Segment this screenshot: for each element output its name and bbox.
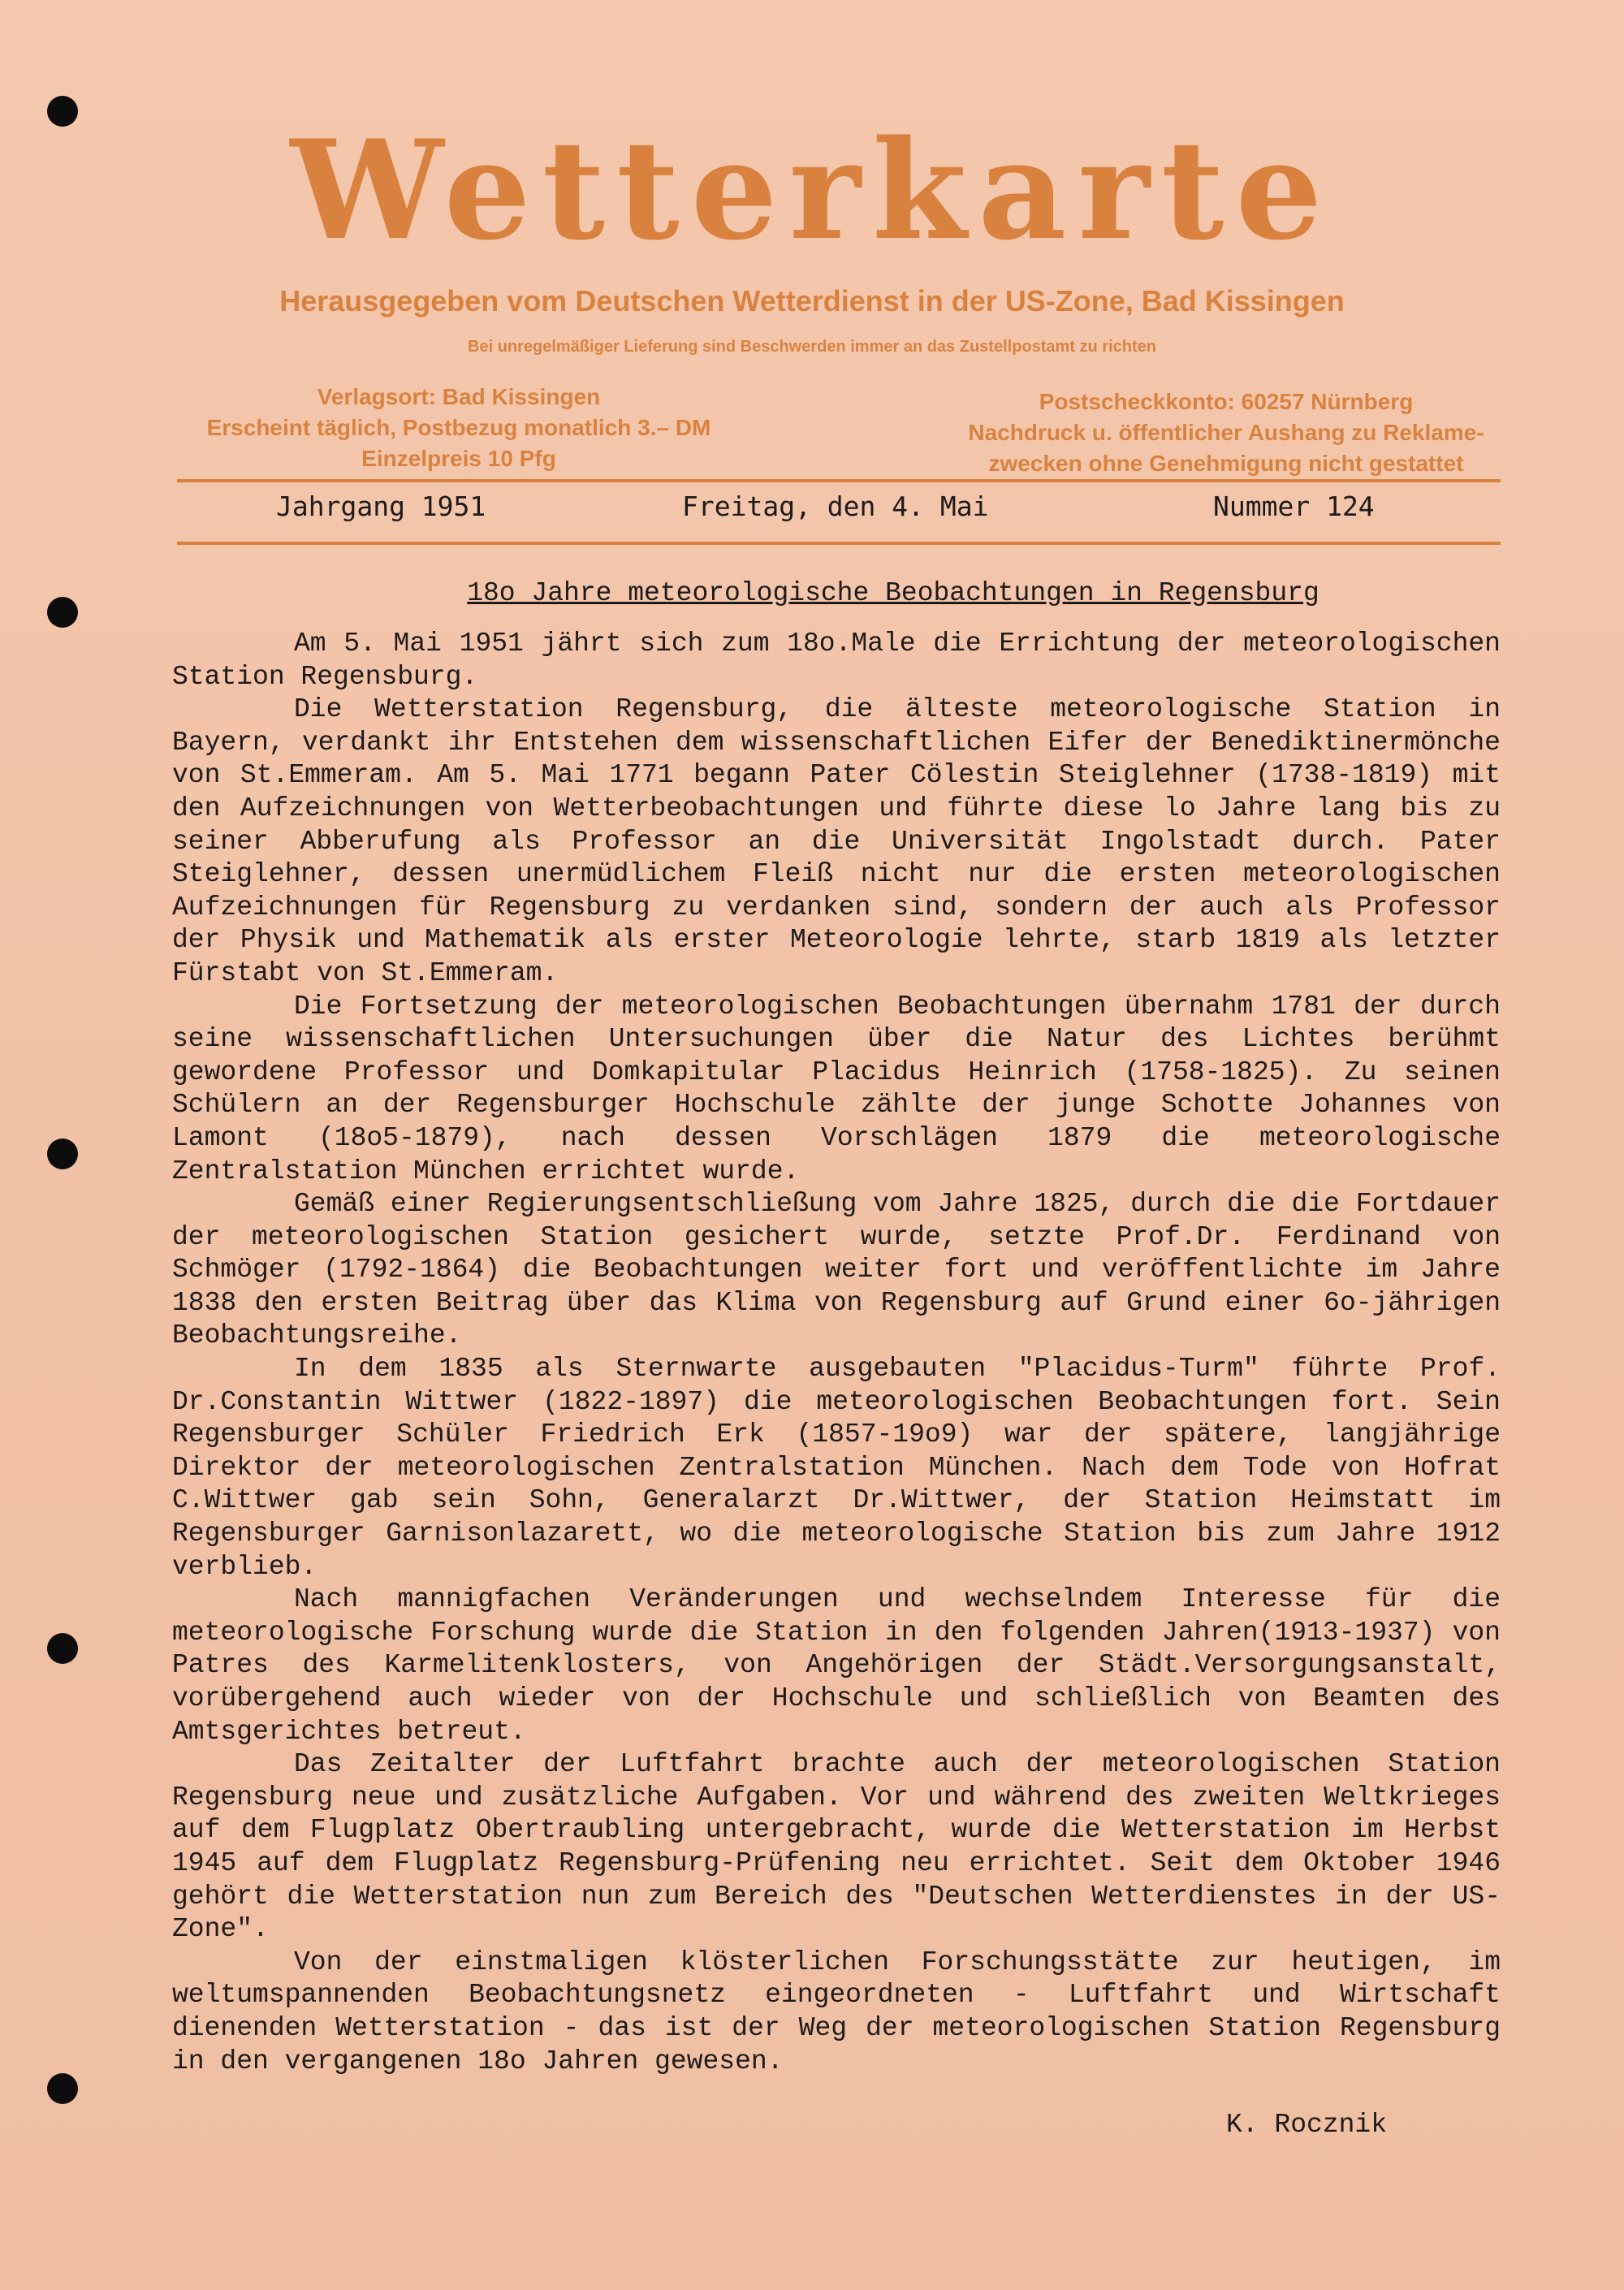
postal-info-line: Nachdruck u. öffentlicher Aushang zu Reklame-	[968, 420, 1484, 445]
postal-info-line: zwecken ohne Genehmigung nicht gestattet	[988, 451, 1464, 476]
divider-bottom	[177, 542, 1501, 545]
article-headline: 18o Jahre meteorologische Beobachtungen in Regensburg	[467, 578, 1320, 608]
article-paragraph: Gemäß einer Regierungsentschließung vom Jahre 1825, durch die die Fortdauer der meteorologischen Station gesichert wurde, setzte Prof.Dr. Ferdinand von Schmöger (1792-1864) die Beobachtungen weiter fort und veröffentlichte im Jahre 1838 den ersten Beitrag über das Klima von Regensburg auf Grund einer 6o-jährigen Beobachtungsreihe.	[172, 1189, 1501, 1351]
punch-hole	[47, 1139, 78, 1169]
issue-date: Freitag, den 4. Mai	[682, 490, 989, 522]
author-signature: K. Rocznik	[1226, 2110, 1388, 2140]
issue-volume: Jahrgang 1951	[276, 490, 486, 522]
article-paragraph: Am 5. Mai 1951 jährt sich zum 18o.Male die Errichtung der meteorologischen Station Regensburg.	[172, 629, 1501, 692]
article-paragraph: In dem 1835 als Sternwarte ausgebauten "Placidus-Turm" führte Prof. Dr.Constantin Wittwer (1822-1897) die meteorologischen Beobachtungen fort. Sein Regensburger Schüler Friedrich Erk (1857-19o9) war der spätere, langjährige Direktor der meteorologischen Zentralstation München. Nach dem Tode von Hofrat C.Wittwer gab sein Sohn, Generalarzt Dr.Wittwer, der Station Heimstatt im Regensburger Garnisonlazarett, wo die meteorologische Station bis zum Jahre 1912 verblieb.	[172, 1354, 1501, 1582]
publication-info-line: Verlagsort: Bad Kissingen	[317, 384, 601, 409]
postal-info	[950, 387, 1502, 479]
punch-hole	[47, 1633, 78, 1664]
masthead-title: Wetterkarte	[290, 110, 1334, 270]
article-paragraph: Nach mannigfachen Veränderungen und wechselndem Interesse für die meteorologische Forschung wurde die Station in den folgenden Jahren(1913-1937) von Patres des Karmelitenklosters, von Angehörigen der Städt.Versorgungsanstalt, vorübergehend auch wieder von der Hochschule und schließlich von Beamten des Amtsgerichtes betreut.	[172, 1584, 1501, 1747]
article-paragraph: Die Fortsetzung der meteorologischen Beobachtungen übernahm 1781 der durch seine wissenschaftlichen Untersuchungen über die Natur des Lichtes berühmt gewordene Professor und Domkapitular Placidus Heinrich (1758-1825). Zu seinen Schülern an der Regensburger Hochschule zählte der junge Schotte Johannes von Lamont (18o5-1879), nach dessen Vorschlägen 1879 die meteorologische Zentralstation München errichtet wurde.	[172, 991, 1501, 1186]
complaint-notice: Bei unregelmäßiger Lieferung sind Beschwerden immer an das Zustellpostamt zu richten	[468, 338, 1156, 356]
punch-hole	[47, 597, 78, 628]
article-paragraph: Das Zeitalter der Luftfahrt brachte auch der meteorologischen Station Regensburg neue und zusätzliche Aufgaben. Vor und während des zweiten Weltkrieges auf dem Flugplatz Obertraubling untergebracht, wurde die Wetterstation im Herbst 1945 auf dem Flugplatz Regensburg-Prüfening neu errichtet. Seit dem Oktober 1946 gehört die Wetterstation nun zum Bereich des "Deutschen Wetterdienstes in der US-Zone".	[172, 1749, 1501, 1945]
article	[172, 578, 1501, 2078]
article-paragraph: Von der einstmaligen klösterlichen Forschungsstätte zur heutigen, im weltumspannenden Beobachtungsnetz eingeordneten - Luftfahrt und Wirtschaft dienenden Wetterstation - das ist der Weg der meteorologischen Station Regensburg in den vergangenen 18o Jahren gewesen.	[172, 1946, 1501, 2076]
issue-number: Nummer 124	[1213, 490, 1375, 522]
publication-info-line: Einzelpreis 10 Pfg	[361, 446, 556, 471]
postal-info-line: Postscheckkonto: 60257 Nürnberg	[1039, 389, 1414, 414]
publication-info-line: Erscheint täglich, Postbezug monatlich 3.– DM	[206, 415, 711, 440]
article-paragraph: Die Wetterstation Regensburg, die älteste meteorologische Station in Bayern, verdankt ihr Entstehen dem wissenschaftlichen Eifer der Benediktinermönche von St.Emmeram. Am 5. Mai 1771 begann Pater Cölestin Steiglehner (1738-1819) mit den Aufzeichnungen von Wetterbeobachtungen und führte diese lo Jahre lang bis zu seiner Abberufung als Professor an die Universität Ingolstadt durch. Pater Steiglehner, dessen unermüdlichem Fleiß nicht nur die ersten meteorologischen Aufzeichnungen für Regensburg zu verdanken sind, sondern der auch als Professor der Physik und Mathematik als erster Meteorologie lehrte, starb 1819 als letzter Fürstabt von St.Emmeram.	[172, 694, 1501, 988]
divider-top	[177, 479, 1501, 482]
publication-info	[195, 382, 723, 474]
punch-hole	[47, 2073, 78, 2104]
publisher-line: Herausgegeben vom Deutschen Wetterdienst in der US-Zone, Bad Kissingen	[279, 284, 1345, 318]
